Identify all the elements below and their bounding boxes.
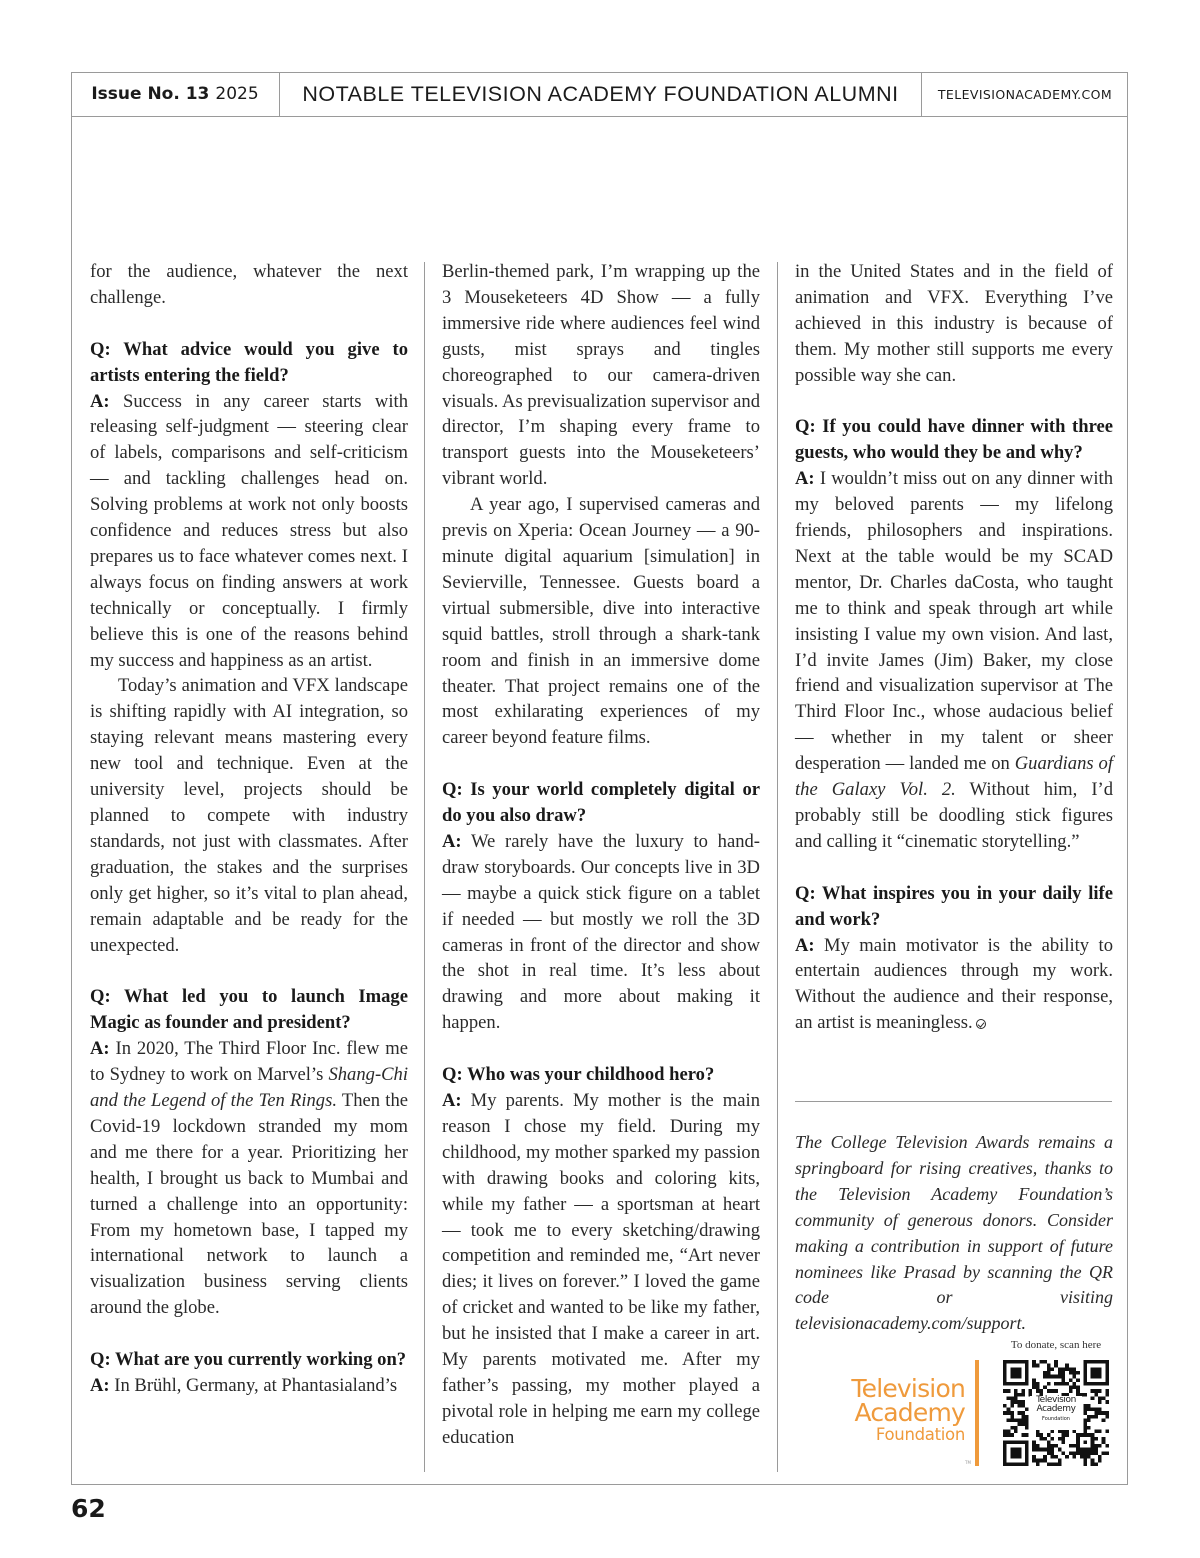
answer-text: Success in any career starts with releasing self-judgment — steering clear of labels, comparisons and self-criticism — and tackling challenges head on. Solving problems at work not only boosts confidence and reduces stress but also prepares us to face whatever comes next. I always focus on finding answers at work technically or conceptually. I firmly believe this is one of the reasons behind my success and happiness as an artist. <box>90 390 408 671</box>
question-heading: Q: What inspires you in your daily life and work? <box>795 882 1113 930</box>
answer-paragraph <box>90 389 408 674</box>
answer-label: A: <box>442 1089 462 1111</box>
question-heading: Q: Who was your childhood hero? <box>442 1064 715 1086</box>
paragraph: Today’s animation and VFX landscape is shifting rapidly with AI integration, so staying relevant means mastering every new tool and technique. Even at the university level, projects should be planned to compete with industry standards, not just with classmates. After graduation, the stakes and the surprises only get higher, so it’s vital to plan ahead, remain adaptable and be ready for the unexpected. <box>90 675 408 956</box>
question-heading: Q: What led you to launch Image Magic as founder and president? <box>90 986 408 1034</box>
qr-logo-line-3: Foundation <box>1042 1416 1070 1422</box>
answer-text: Without him, I’d probably still be doodling stick figures and calling it “cinematic storytelling.” <box>795 779 1113 852</box>
qr-label: To donate, scan here <box>1010 1339 1102 1351</box>
foundation-logo <box>840 1374 965 1445</box>
page-number: 62 <box>71 1494 106 1523</box>
answer-text: My main motivator is the ability to entertain audiences through my work. Without the audience and their response, an artist is meaningless. <box>795 934 1113 1034</box>
trademark-mark: TM <box>965 1460 971 1465</box>
answer-text: I wouldn’t miss out on any dinner with my beloved parents — my lifelong friends, philosophers and inspirations. Next at the table would be my SCAD mentor, Dr. Charles daCosta, who taught me to think and speak through art while insisting I value my own vision. And last, I’d invite James (Jim) Baker, my close friend and visualization supervisor at The Third Floor Inc., whose audacious belief — whether in my talent or sheer desperation — landed me on <box>795 468 1113 775</box>
film-title: Guardians of the Galaxy Vol. 2. <box>795 753 1113 801</box>
answer-label: A: <box>442 830 462 852</box>
question-heading: Q: What are you currently working on? <box>90 1349 407 1371</box>
answer-label: A: <box>90 1374 110 1396</box>
answer-text: My parents. My mother is the main reason I chose my field. During my childhood, my mother sparked my passion with drawing books and coloring kits, while my father — a sportsman at heart — took me to every sketching/drawing competition and reminded me, “Art never dies; it lives on forever.” I loved the game of cricket and wanted to be like my father, but he insisted that I make a career in art. My parents motivated me. After my father’s passing, my mother played a pivotal role in helping me earn my college education <box>442 1089 760 1448</box>
issue-info <box>71 72 280 116</box>
donation-note: The College Television Awards remains a springboard for rising creatives, thanks to the Television Academy Foundation’s community of generous donors. Consider making a contribution in support of future nominees like Prasad by scanning the QR code or visiting televisionacademy.com/support. <box>795 1132 1113 1334</box>
paragraph: for the audience, whatever the next challenge. <box>90 261 408 308</box>
answer-text: In 2020, The Third Floor Inc. flew me to Sydney to work on Marvel’s <box>90 1038 408 1086</box>
answer-label: A: <box>90 390 110 412</box>
answer-paragraph <box>795 933 1113 1037</box>
answer-text: In Brühl, Germany, at Phantasialand’s <box>109 1374 398 1396</box>
article-column-1 <box>90 259 408 1399</box>
logo-divider-bar <box>975 1360 979 1466</box>
logo-line-2: Academy <box>854 1398 965 1427</box>
answer-paragraph <box>442 1088 760 1451</box>
answer-label: A: <box>90 1038 110 1060</box>
answer-label: A: <box>795 468 815 490</box>
issue-number: Issue No. 13 <box>91 84 210 104</box>
question-heading: Q: Is your world completely digital or do you also draw? <box>442 779 760 827</box>
issue-year: 2025 <box>215 84 259 104</box>
article-column-3 <box>795 259 1113 1036</box>
article-column-2 <box>442 259 760 1451</box>
question-heading: Q: If you could have dinner with three guests, who would they be and why? <box>795 416 1113 464</box>
website-link[interactable]: TELEVISIONACADEMY.COM <box>937 86 1113 102</box>
question-heading: Q: What advice would you give to artists entering the field? <box>90 338 408 386</box>
logo-line-3: Foundation <box>875 1425 965 1444</box>
answer-paragraph <box>90 1373 408 1399</box>
end-of-article-icon <box>976 1019 986 1029</box>
qr-center-logo <box>1030 1396 1082 1430</box>
paragraph: A year ago, I supervised cameras and previs on Xperia: Ocean Journey — a 90-minute digital aquarium [simulation] in Sevierville, Tennessee. Guests board a virtual submersible, dive into interactive squid battles, stroll through a shark-tank room and finish in an immersive dome theater. That project remains one of the most exhilarating experiences of my career beyond feature films. <box>442 494 760 749</box>
page-header <box>71 72 1128 117</box>
paragraph: in the United States and in the field of animation and VFX. Everything I’ve achieved in this industry is because of them. My mother still supports me every possible way she can. <box>795 261 1113 386</box>
note-divider <box>795 1101 1112 1102</box>
film-title: Shang-Chi and the Legend of the Ten Rings. <box>90 1064 408 1111</box>
answer-label: A: <box>795 934 815 956</box>
answer-paragraph <box>795 466 1113 855</box>
qr-logo-line-1: Television <box>1036 1395 1076 1405</box>
qr-logo-line-2: Academy <box>1036 1404 1076 1414</box>
column-divider <box>777 262 778 1472</box>
answer-text: We rarely have the luxury to hand-draw storyboards. Our concepts live in 3D — maybe a quick stick figure on a tablet if needed — but mostly we roll the 3D cameras in front of the director and show the shot in real time. It’s less about drawing and more about making it happen. <box>442 830 760 1034</box>
paragraph: Berlin-themed park, I’m wrapping up the 3 Mouseketeers 4D Show — a fully immersive ride where audiences feel wind gusts, mist sprays and tingles choreographed to our camera-driven visuals. As previsualization supervisor and director, I’m shaping every frame to transport guests into the Mouseketeers’ vibrant world. <box>442 261 760 490</box>
answer-paragraph <box>90 1036 408 1321</box>
answer-text: Then the Covid-19 lockdown stranded my mom and me there for a year. Prioritizing her health, I brought us back to Mumbai and turned a challenge into an opportunity: From my hometown base, I tapped my international network to launch a visualization business serving clients around the globe. <box>90 1089 408 1319</box>
answer-paragraph <box>442 829 760 1036</box>
column-divider <box>424 262 425 1472</box>
section-title: NOTABLE TELEVISION ACADEMY FOUNDATION ALUMNI <box>280 72 922 116</box>
logo-line-1: Television <box>851 1374 965 1403</box>
